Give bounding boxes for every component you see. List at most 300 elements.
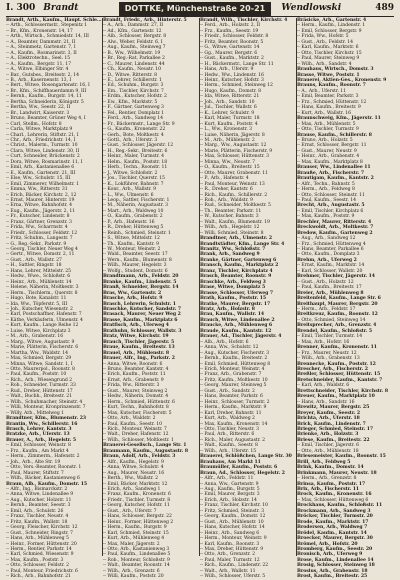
- directory-entry: -- Aug., Kaufm., Steinweg 7: [103, 45, 166, 51]
- directory-entry: -- Max, Kaufm., Poststr. 3: [6, 557, 64, 563]
- directory-entry: -- Gerh., Bote, Moltkestr. 4: [103, 132, 164, 138]
- column-2: [103, 18, 199, 580]
- directory-entry: Braun, Ad., Schlosser, Hegelstr. 2: [200, 470, 285, 476]
- directory-entry: -- Aug., Kaufm., Burgstr. 5: [200, 486, 260, 492]
- directory-entry: -- Otto, Arb., Waldstr. 2: [103, 416, 156, 422]
- directory-entry: Broecker, Maurer, Bergstr. 30: [297, 536, 373, 542]
- directory-entry: -- Emil, Schlosser, Bergstr. 9: [297, 28, 362, 34]
- directory-entry: -- Arth., Schlossermstr., Stepenitz 1: [6, 23, 88, 29]
- directory-entry: -- Fr., Kutscher, Lindenstr. 8: [6, 214, 70, 220]
- directory-entry: -- Wilh., Schlosser, Uferstr. 5: [200, 574, 266, 580]
- directory-entry: -- G., Reg.-Sekr., Parkstr. 9: [6, 241, 67, 247]
- directory-entry: -- W., Monteur, Weinstr. 2: [103, 247, 161, 253]
- page-number-right: 489: [375, 3, 394, 13]
- directory-entry: Bratz, Witwe, Kirchstr. 19: [103, 334, 169, 340]
- directory-entry: -- Joh., Kutscher, Wiesenstr. 2: [6, 307, 73, 313]
- directory-entry: -- Ad., Kfm., Gartenstr. 12: [103, 28, 162, 34]
- directory-entry: -- Frida, Ww., Ritterstr. 3: [103, 383, 160, 389]
- directory-entry: -- Walt., Kaufm., Seestr. 8: [200, 443, 258, 449]
- directory-entry: -- Ferd., Arb., Holzstr. 2, II: [200, 23, 261, 29]
- directory-entry: -- Kurt, Kaufm., Lange Reihe 12: [6, 323, 79, 329]
- directory-entry: -- Arth., Wirtsch., Schmiedstr. 14, III: [6, 34, 89, 40]
- directory-entry: -- Max, Schlosser, Hüttenweg 6: [297, 497, 369, 503]
- directory-entry: -- Friedr., Tischler, Turmstr. 8: [103, 497, 171, 503]
- directory-entry: -- Herm., Kaufm., Burgstr. 9: [103, 525, 167, 531]
- directory-entry: -- Hans, Schlosser, Bergstr. 22: [103, 514, 172, 520]
- directory-entry: -- Paul, Kaufm., Seestr. 14: [297, 197, 356, 203]
- directory-entry: Bratfisch, Arb., Uferweg 4: [103, 323, 169, 329]
- keyword-left: Brandt: [43, 3, 79, 13]
- directory-entry: -- Anna, Ww., Gartenstr. 9: [200, 481, 259, 487]
- directory-entry: Brauerei, Schlößchen, Lange Str. 30: [200, 454, 292, 460]
- directory-entry: -- Curt, Schneider, Brückenstr. 2: [6, 154, 80, 160]
- directory-entry: -- Wilh., Arb., Grenzstr. 6: [103, 568, 160, 574]
- directory-entry: -- Max, Kaufm., Kronenstr. 14: [200, 421, 268, 427]
- column-3: [200, 18, 296, 580]
- directory-entry: -- Heinr., Former, Hüttenstr. 20: [6, 541, 77, 547]
- directory-entry: -- Frz., Schmied, Hüttenweg 4: [297, 241, 366, 247]
- directory-entry: Brau, Kaufm., Wallstr. 14: [200, 312, 265, 318]
- directory-entry: Brasche, Arb., Hofstr. 9: [103, 296, 163, 302]
- directory-entry: Brauerei-Gesellsch., Lange Str. 1: [103, 443, 187, 449]
- directory-entry: -- Kurt, Arb., Wallstr. 16: [297, 110, 352, 116]
- directory-entry: -- Paul, Monteur, Friedrichstr. 6: [6, 568, 78, 574]
- directory-entry: -- Wilh., Schuhmacher, Steinstr. 4: [6, 399, 83, 405]
- directory-entry: -- Alb., Arb., Hofstr. 6: [200, 339, 249, 345]
- directory-entry: Bras, Ww., Gartenstr. 2: [103, 290, 162, 296]
- directory-entry: -- Leop., Sattler, Fischerstr. 1: [103, 197, 170, 203]
- directory-entry: Braun, Adolf, Arb., Feldstr. 3: [103, 454, 176, 460]
- directory-entry: -- Heinr., Arb., Grabenstr. 4: [297, 154, 360, 160]
- directory-entry: -- G., Witwe, Gartenstr. 14: [200, 45, 260, 51]
- directory-entry: -- Paul, Kaufm., Lindenallee 5: [103, 552, 171, 558]
- directory-entry: -- Else, Ww., Schulstr. 15, III: [6, 176, 71, 182]
- column-4: [297, 18, 394, 580]
- directory-entry: -- A., Steinmetz, Gartenstr. 7, I: [6, 45, 76, 51]
- directory-entry: -- Paul, Kaufm., Poststr. 10: [6, 372, 67, 378]
- directory-entry: -- Ernst, Arb., Grabenstr. 9: [103, 377, 164, 383]
- directory-entry: -- Gust., Kaufm., Marktstr. 2: [200, 56, 264, 62]
- directory-entry: -- Marg., Witwe, Augustastr. 9: [6, 339, 75, 345]
- directory-entry: -- Gg., Maurer, Bergstr. 6: [200, 50, 258, 56]
- directory-entry: -- Marie, Plätterin, Fischerstr. 6: [6, 345, 79, 351]
- directory-entry: Breyer, Kaufm., Seestr. 2: [297, 410, 361, 416]
- directory-entry: Breitsprecher, Arb., Grenzstr. 4: [297, 323, 377, 329]
- directory-entry: -- Ida, Witwe, Ritterstr. 21: [200, 94, 260, 100]
- directory-entry: -- Hans, Beamter, Parkstr. 6: [200, 394, 263, 400]
- directory-entry: -- Bert., Witwe, Rosengartenstr. 16, I: [6, 83, 90, 89]
- directory-entry: -- Anna, Witwe, Schulstr. 4: [103, 465, 164, 471]
- header-left: [6, 3, 78, 13]
- directory-entry: Brandt, Wilh., Tischler, Kirchstr. 4: [200, 18, 288, 23]
- directory-entry: -- Bernh., Beamter, Seestr. 3: [6, 503, 71, 509]
- directory-entry: -- Chr., Arb., Friedrichstr. 14, I: [6, 137, 76, 143]
- directory-entry: Brockmann, Arb., Sandweg 3: [297, 508, 371, 514]
- directory-entry: Brill, Arb., Feldweg 5: [297, 459, 351, 465]
- directory-entry: Brandtner, Arb., Ulmenstr. 2: [200, 236, 273, 242]
- directory-entry: -- Emil, Arb., Schulstr. 26: [6, 508, 64, 514]
- directory-entry: -- Bruno, Beamter, Grüner Weg 4, I: [6, 116, 86, 122]
- directory-entry: -- Joh., Arb., Sandstr. 10: [200, 99, 255, 105]
- directory-entry: -- Kurt, Kaufm., Poststr. 4: [200, 121, 258, 127]
- keyword-right: Wendlowski: [281, 3, 342, 13]
- directory-entry: Brix, Arb., Fischerstr. 11: [297, 486, 360, 492]
- directory-entry: -- Wern., Kaufm., Blumenstr. 8: [103, 257, 172, 263]
- directory-entry: -- Otto, Tischler, Neustr. 3: [200, 426, 259, 432]
- directory-entry: -- Anna, Witwe, Lindenallee 9: [6, 492, 74, 498]
- directory-entry: -- Franz, Tischler, Neustr. 4: [6, 514, 69, 520]
- directory-entry: -- Th., Beamter, Parkstr. 11: [200, 208, 262, 214]
- directory-entry: Brosig, Schlosser, Steinweg 18: [297, 563, 375, 569]
- directory-entry: -- Herm., Arb., Feldstr. 17: [297, 307, 356, 313]
- directory-entry: -- G., Kaufm., Kronenstr. 22: [103, 127, 166, 133]
- directory-entry: -- Kurt, Arb., Waldweg 2: [200, 416, 255, 422]
- directory-entry: -- Rich., Monteur, Weinstr. 7: [103, 426, 167, 432]
- directory-entry: -- Hans, Beamter, Parkallee 6: [297, 247, 364, 253]
- directory-entry: Brienke, Arb., Holzstr. 3: [297, 432, 359, 438]
- directory-entry: -- Gust., Arb., Uferstr. 7: [103, 508, 157, 514]
- directory-entry: -- Otto, Arb., Grenzstr. 2: [200, 552, 255, 558]
- directory-entry: -- Friedr., Schlosser, Feldstr. 12: [6, 230, 78, 236]
- directory-entry: -- M., Arb., Grabenstr. 16: [6, 334, 64, 340]
- directory-entry: -- P., Arb., Hafenstr. 16: [103, 219, 155, 225]
- directory-entry: -- Erich, Arb., Holzstr. 14: [200, 497, 257, 503]
- directory-entry: -- Herm., Kaufm., Lindenstr. 1: [297, 23, 366, 29]
- directory-entry: -- Frz., Kaufm., Seestr. 19: [200, 28, 259, 34]
- directory-entry: -- Frida, Ww., Hofstr. 5: [297, 34, 349, 40]
- directory-entry: -- Georg, Maurer, Steinweg 5: [200, 383, 267, 389]
- directory-entry: -- Helene, Näherin, Moltkestr. 3: [6, 285, 79, 291]
- directory-entry: -- Ferd., Arb., Sandweg 14: [103, 116, 163, 122]
- directory-entry: Bratz, Arb., Holzstr. 8: [200, 307, 255, 313]
- directory-entry: Brehm, Arb., Uferweg 2: [297, 257, 357, 263]
- directory-entry: Breithaupt, Maurer, Bergstr. 20: [297, 301, 378, 307]
- directory-entry: -- Walt., Dreher, Hafenstr. 12: [103, 432, 169, 438]
- directory-entry: -- Hans, Lehrer, Mittelstr. 25: [6, 268, 72, 274]
- directory-entry: Bräsicke, Arb., Gartenstr. 4: [297, 18, 367, 23]
- directory-entry: -- Hans, Arb., Sandstr. 16: [297, 399, 355, 405]
- directory-entry: Brömel, Arb., Hofstr. 20: [297, 541, 358, 547]
- directory-entry: -- L., Ww., Kronenstr. 3: [200, 127, 253, 133]
- directory-entry: -- Bruno, Beamter, Kantstr. 4: [103, 367, 169, 372]
- directory-entry: Bratke, Maurer, Bergstr. 17: [200, 301, 271, 307]
- directory-entry: -- Aug., Arb., Sandweg 12: [297, 236, 356, 242]
- directory-entry: -- Fritz, Beamter, Roonstr. 5: [200, 39, 264, 45]
- directory-entry: -- Rich., Kaufm., Schillerstr. 2: [200, 192, 268, 198]
- directory-entry: Brandtmann, Arb., Feldstr. 20: [103, 274, 179, 280]
- directory-entry: Brauhaus, Wirtsch., Domstr. 3: [297, 67, 374, 73]
- directory-entry: Bromberg, Kaufm., Seestr. 20: [297, 546, 373, 552]
- directory-entry: -- S., Witwe, Mittelstr. 12: [103, 236, 160, 242]
- directory-entry: -- Heinr., Arb., Mühlenstr. 14: [6, 279, 72, 285]
- directory-entry: -- A., Beamter, Dammstr. 21, II: [6, 39, 76, 45]
- directory-entry: -- Paul, Maurer, Steinweg 9: [297, 56, 360, 62]
- directory-entry: -- Gust., Arb., Holzstr. 12: [297, 279, 354, 285]
- directory-entry: -- Bernh., Kaufm., Breitestr. 2: [200, 356, 268, 362]
- directory-entry: -- Emil, Beamter, Parkstr. 3: [297, 94, 359, 100]
- directory-entry: -- Max, Schlosser, Hüttenstr. 3: [200, 154, 269, 160]
- directory-entry: Brantin, Ww., Schillerstr. 16: [6, 421, 78, 427]
- directory-entry: -- Emil, Arb., Kastanienallee 6: [6, 165, 75, 171]
- directory-entry: Brink, Kaufm., Domstr. 14: [297, 465, 364, 471]
- directory-entry: -- Ernst, Kaufm., Marktstr. 14: [297, 263, 365, 269]
- directory-entry: Branitz, Ww., Schloßstr. 7: [200, 247, 266, 253]
- directory-entry: -- Emil, Zimmerer, Wilhelmstr. 1: [6, 181, 79, 187]
- directory-entry: -- Otto, Schlosser, Steinstr. 11: [297, 192, 365, 198]
- directory-entry: -- Karl, Arb., Waldstr. 6: [297, 383, 350, 389]
- directory-entry: -- Alfr., Kaufm., Hegelstr. 9: [103, 459, 164, 465]
- directory-entry: -- Herm., Arb., Grenzstr. 8: [297, 476, 357, 482]
- directory-entry: Brauch, Tischler, Jägerstr. 5: [103, 339, 175, 345]
- directory-entry: -- Otto, Arb., Kastanienweg 3: [103, 546, 170, 552]
- directory-entry: -- Georg, Fleischer, Kirchstr. 12: [6, 525, 78, 531]
- directory-entry: Brandtstädter, Kfm., Lange Str. 4: [200, 241, 285, 247]
- directory-entry: Brandt, Friedr., Arb., Hinterstr. 5: [103, 18, 187, 23]
- directory-entry: -- Aug., Kutscher, Fischerstr. 3: [200, 350, 270, 356]
- directory-entry: Brode, Kaufm., Marktstr. 17: [297, 519, 369, 525]
- directory-entry: -- Max, Maler, Jägerstr. 2: [103, 541, 160, 547]
- directory-entry: -- J., Witwe, Schloßstr. 2: [103, 170, 158, 176]
- directory-entry: -- Otto, Tischler, Turmstr. 9: [297, 127, 359, 133]
- directory-entry: -- Erich, Arb., Sandweg 1: [103, 486, 161, 492]
- directory-entry: Braschke, Kutscher, Sandstr. 7: [103, 307, 182, 313]
- directory-entry: -- Erna, Witwe, Bahnhofstr. 4: [6, 203, 73, 209]
- directory-entry: -- Minna, Witwe, Sandstr. 1, I: [6, 361, 73, 367]
- directory-entry: Brasse, Schlosser, Uferweg 7: [200, 290, 274, 296]
- directory-entry: Brasse, Witwe, Poststr. 1: [297, 72, 360, 78]
- directory-entry: -- Gertr., Witwe, Domstr. 2, 11: [6, 252, 75, 258]
- directory-entry: -- Ew., Kfm., Marktstr. 5: [103, 99, 158, 105]
- directory-entry: -- Walt., Arb., Wallstr. 11: [200, 568, 256, 574]
- directory-entry: -- Ed., Schuhm., Burgstr. 3: [103, 83, 164, 89]
- directory-entry: Briesemeister, Kaufm., Roonstr. 15: [297, 454, 386, 460]
- directory-entry: -- B., Arb., Kasernenstr. 13, I: [6, 77, 72, 83]
- directory-entry: Brödel, Kaufm., Kantstr. 14: [297, 530, 367, 536]
- directory-entry: Briese, Kaufm., Breitestr. 22: [297, 437, 370, 443]
- directory-entry: -- Emil, Tischler, Turmstr. 14: [297, 334, 363, 340]
- directory-entry: -- Wolfg., Student, Domstr. 6: [103, 268, 168, 274]
- directory-entry: -- Br., Kfm., Schiffbauerdamm 9, III: [6, 88, 87, 94]
- directory-entry: -- Herm., Zimmerm., Hafenstr. 2: [6, 454, 80, 460]
- directory-entry: Brasse, Kaufm., Marktplatz 6: [103, 317, 178, 323]
- directory-entry: -- Gust., Maurer, Neustr. 9: [297, 148, 357, 154]
- directory-entry: Branz, Tischler, Kirchplatz 4: [200, 268, 273, 274]
- directory-entry: -- Minna, Ww., Neustr. 7: [200, 159, 256, 165]
- directory-entry: Brendel, Kaufm., Schloßstr. 5: [297, 328, 372, 334]
- directory-entry: -- Fritz, Schmied, Steinstr. 3: [200, 508, 265, 514]
- directory-entry: -- Fel., Rentier, Domplatz 1: [103, 110, 165, 116]
- directory-entry: -- Willy, Arb., Mittelweg 1: [6, 410, 65, 416]
- directory-entry: -- Otto, Kaufm., Domplatz 3: [297, 252, 360, 258]
- directory-entry: -- Hans, Arb., Mühlenweg 5: [6, 536, 69, 542]
- directory-entry: -- Gust., Arb., Mühlenstr. 10: [200, 519, 264, 525]
- directory-entry: Bredow, Kaufm., Gartenweg 2: [297, 230, 373, 236]
- directory-entry: Brauhaus, Am Markt 11: [200, 459, 261, 465]
- directory-entry: -- Herm., Rentier, Parkstr. 14: [6, 546, 72, 552]
- directory-entry: Brause, Kaufm., Schillerstr. 8: [297, 132, 372, 138]
- directory-entry: -- A., Kaufm., Bergstr. 11, 17: [6, 61, 71, 67]
- directory-entry: -- Walt., Kaufm., Blumenstr. 19: [200, 219, 270, 225]
- directory-entry: -- Heinr., Kutscher, Hofstr. 3: [200, 77, 264, 83]
- directory-entry: -- Rich., Arb., Wiesengrund 2: [6, 377, 73, 383]
- directory-entry: Brodersen, Arb., Waldweg 7: [297, 525, 368, 531]
- directory-entry: -- Otto, Maurer, Grabenstr. 11: [200, 170, 269, 176]
- directory-entry: Brase, Witwe, Domplatz 5: [200, 285, 266, 291]
- column-1: [6, 18, 102, 580]
- directory-entry: Brieger, Schmied, Steinstr. 17: [297, 426, 374, 432]
- directory-entry: -- Hedw., Ww., Lindenstr. 16: [200, 72, 264, 78]
- directory-entry: -- Paul, Maler, Turmstr. 12: [200, 557, 260, 563]
- directory-entry: -- Franz, Tischler, Kirchstr. 10: [200, 503, 268, 509]
- directory-entry: -- Emil, Bäcker, Marktstr. 12: [103, 481, 168, 487]
- directory-entry: -- Fritz, Kaufm., Wallstr. 18: [6, 519, 68, 525]
- directory-entry: -- Wilh., Maurer, Hegelstr. 3: [103, 263, 167, 269]
- directory-entry: -- Hugo, Bote, Kanalstr. 11: [6, 296, 67, 302]
- directory-entry: -- Rob., Monteur, Schloßstr. 9: [103, 557, 170, 563]
- directory-entry: -- Emil, Tischler, Jägerstr. 6: [297, 443, 360, 449]
- directory-entry: Brautigam, Kaufm., Kantstr. 2: [297, 176, 374, 182]
- directory-entry: Brettschneider, Tischler, Kirchstr. 8: [297, 388, 389, 394]
- directory-entry: -- Alfr., Ing., Bismarckstr. 2: [6, 486, 68, 492]
- directory-entry: -- Otto, Schmied, Steinweg 14: [297, 317, 366, 323]
- directory-entry: -- Frz., Maurer, Neustr. 12: [297, 350, 357, 356]
- directory-entry: -- Bruno, Arb., Holzstr. 5: [297, 137, 353, 143]
- columns-area: [6, 18, 394, 580]
- directory-entry: -- A., Arb., Uferstr. 11: [297, 88, 347, 94]
- directory-entry: -- Gottl., Arb., Uferstr. 3: [103, 137, 158, 143]
- directory-entry: -- Ernst, Maurer, Hinterstr. 19: [6, 197, 75, 203]
- directory-entry: -- Paul, Kaufm., Seestr. 10: [103, 421, 162, 427]
- directory-entry: -- A., Arb., Dammstr. 27, II: [103, 23, 164, 29]
- directory-entry: -- Mart., Arb., Waldweg 10: [103, 208, 164, 214]
- directory-entry: Brinkmann, Maurer, Neustr. 18: [297, 470, 377, 476]
- directory-entry: -- R., Dreher, Hüttenweg 5: [103, 225, 164, 231]
- directory-entry: -- K., Lehrer, Schulstr. 9: [200, 110, 255, 116]
- directory-entry: -- Max, Arb., Hofstr. 16: [297, 339, 350, 345]
- directory-entry: -- Frida, Ww., Scharrnstr. 4: [6, 225, 68, 231]
- directory-entry: -- Rich., Arb., Bahnhofstr. 21: [6, 574, 71, 580]
- directory-entry: -- C., Maurer, Lindenstr. 44: [103, 61, 165, 67]
- directory-entry: -- Berth., Ww., Wallstr. 2: [103, 476, 158, 482]
- directory-entry: Brathuhn, Schlosser, Wallstr. 3: [103, 328, 182, 334]
- directory-entry: -- Kurt, Techn., Bahnhofstr. 8: [103, 405, 169, 411]
- directory-entry: Branß, Schneider, Bergstr. 14: [103, 285, 179, 291]
- directory-entry: -- Wilh., Arb., Sandstr. 4: [297, 61, 352, 67]
- directory-entry: -- Marie, Plätterin, Fischerstr. 9: [200, 148, 273, 154]
- directory-entry: -- Wilh., Arb., Grabenstr. 13: [297, 356, 360, 362]
- directory-entry: -- Jul., Tischler, Wallstr. 6: [200, 105, 257, 111]
- directory-entry: -- Wald., Beamter, Seestr. 17: [103, 252, 168, 258]
- directory-entry: Brasch, Lehrerin, Schulstr. 1: [103, 301, 176, 307]
- directory-entry: Brauer, Ad., Tischler, Jägerstr. 4: [200, 334, 282, 340]
- directory-entry: Braumüller, Kaufm., Poststr. 6: [200, 465, 278, 471]
- directory-entry: -- Hans, Kutscher, Hofstr. 14: [200, 525, 265, 531]
- header-rule: [6, 16, 394, 17]
- directory-entry: -- Walt., Buchh., Breitestr. 21: [6, 394, 72, 400]
- directory-entry: -- Wilh., Arb., Uferstr. 15: [200, 448, 257, 454]
- directory-entry: -- Christ., Malerm., Turmstr. 10: [6, 143, 78, 149]
- directory-entry: -- Gust., Maurer, Steinweg 2: [103, 388, 168, 394]
- directory-entry: -- Max, Schmied, Bergstr. 29: [6, 356, 72, 362]
- directory-entry: -- Heinr., Former, Hüttenweg 2: [103, 519, 174, 525]
- directory-entry: Brandt, Arth., Kaufm., Haupt. Schle...: [6, 18, 102, 23]
- directory-entry: -- Herm., Monteur, Weinstr. 9: [200, 536, 267, 542]
- directory-entry: -- Frz., Schmied, Hüttenstr. 12: [297, 99, 367, 105]
- directory-entry: Breitenfeld, Kaufm., Lange Str. 6: [297, 296, 381, 302]
- directory-entry: -- Karl, Schmied, Steinstr. 15: [103, 530, 169, 536]
- directory-entry: Brehmer, Tischler, Jägerstr. 14: [297, 274, 375, 280]
- directory-entry: -- Jos., Tischler, Querstr. 15: [103, 176, 165, 182]
- directory-entry: Brasch, Beamter, Roonstr. 9: [200, 274, 272, 280]
- directory-entry: -- Hedw., Wwe., Schloßstr. 6: [6, 274, 71, 280]
- directory-entry: Brauch, Witwe, Lindenallee 2: [200, 317, 275, 323]
- directory-entry: -- Herb., Techn., Roonstr. 11: [103, 165, 168, 171]
- directory-entry: Brauer, Alfr., Ing., Parkstr. 2: [103, 356, 175, 362]
- directory-entry: -- Rud., Schneider, Moltkestr. 5: [200, 203, 271, 209]
- directory-entry: Braucke, Arb., Mühlenweg 6: [200, 323, 273, 329]
- directory-entry: -- Hedw., Näherin, Domstr. 4: [103, 394, 169, 400]
- directory-entry: -- Luise, Witwe, Kirchplatz 3: [6, 328, 71, 334]
- directory-entry: -- Georg, Tischler, Neuer Weg 4: [6, 247, 78, 253]
- directory-entry: -- Th., Kaufm., Kantstr. 9: [103, 241, 159, 247]
- directory-entry: -- Erich, Monteur, Weinstr. 4: [200, 367, 265, 372]
- directory-entry: -- Max, Kaufm., Poststr. 9: [297, 214, 355, 220]
- directory-entry: -- Carl, Stellm., Hofstr. 8: [6, 121, 62, 127]
- directory-entry: Brasack, Maurer, Neuer Weg 2: [103, 312, 181, 318]
- directory-entry: -- Marg., Ww., Augustastr. 12: [200, 143, 267, 149]
- directory-entry: -- Joh., Arb., Alte Str. 19: [6, 459, 61, 465]
- directory-entry: -- Willi, Monteur, Kronprinzenstr. 7: [6, 405, 86, 411]
- directory-entry: -- Karl, Maler, Turmstr. 18: [200, 116, 260, 122]
- directory-entry: -- Emil, Schmied, Hüttenweg 8: [200, 361, 271, 367]
- directory-entry: Brennecke, Kaufm., Poststr. 12: [297, 361, 376, 367]
- directory-entry: -- Otto, Arb., Mühlenstr. 18: [297, 448, 359, 454]
- directory-entry: -- Hans, Arb., Uferstr. 9: [200, 67, 254, 73]
- directory-entry: -- Rich., Kaufm., Lindenstr. 22: [200, 563, 269, 569]
- directory-entry: -- Aug., Maurer, Neustr. 16: [103, 470, 165, 476]
- directory-entry: -- R., Dreher, Kantstr. 6: [200, 187, 253, 193]
- directory-entry: -- Georg, Kaufm., Domstr. 12: [200, 514, 266, 520]
- directory-entry: Brasch, Lehrer, Kantstr. 3: [6, 426, 72, 432]
- directory-entry: Breitkreuz, Kaufm., Roonstr. 12: [297, 312, 378, 318]
- directory-entry: -- Emma, Ww., Ritterstr. 31: [6, 187, 68, 193]
- directory-entry: -- Gust., Schlosser, Jägerstr. 12: [103, 143, 174, 149]
- directory-entry: -- Anna, Ww., Schulstr. 12: [200, 345, 259, 351]
- directory-entry: -- Emil, Schlosser, Weinstr. 8: [6, 443, 71, 449]
- directory-entry: -- Max, Kutscher, Fischerstr. 5: [103, 410, 172, 416]
- directory-entry: -- Fr., Bäckermstr., Lange Str. 9: [103, 121, 175, 127]
- directory-entry: -- Otto, Schlosser, Feldstr. 2: [6, 563, 69, 569]
- directory-entry: -- Frz., Kaufm., Am Markt 4: [6, 448, 69, 454]
- directory-entry: -- Br., Reg.-Rat, Parkallee 2: [103, 56, 165, 62]
- directory-entry: -- Erdm., Kutscher, Hofstr. 2: [103, 94, 167, 100]
- directory-entry: Brauser, Ww., Lindenallee 11: [297, 165, 371, 171]
- directory-entry: -- Karl, Kaufm., Roonstr. 3: [200, 541, 260, 547]
- directory-entry: Breckwoldt, Arb., Moltkestr. 7: [297, 225, 374, 231]
- directory-entry: -- Paul, Maurer, Stiftstr. 7: [6, 470, 64, 476]
- directory-entry: -- B., Ww., Wilhelmstr. 19: [103, 50, 161, 56]
- page-number-left: I. 300: [6, 3, 36, 13]
- directory-entry: -- Carla, Witwe, Marktplatz 9: [6, 127, 73, 133]
- directory-entry: -- Helm., Kaufm., Poststr. 18: [103, 159, 168, 165]
- directory-entry: -- Franz, Arb., Grabenstr. 7: [200, 372, 262, 378]
- advertisement-banner: DOTTKE, Münchenstraße 20-21: [119, 2, 271, 16]
- directory-entry: Bratzke, Arb., Uferstr. 13: [6, 432, 70, 438]
- directory-entry: Brechler, Maurer, Ritterstr. 4: [297, 219, 372, 225]
- directory-entry: Braumann, Kaufm., Augustastr. 8: [103, 448, 188, 454]
- directory-entry: -- Reinh., Schmied, Steinstr. 1: [103, 230, 171, 236]
- directory-entry: -- Kurt, Arb., Mühlenweg 4: [103, 536, 165, 542]
